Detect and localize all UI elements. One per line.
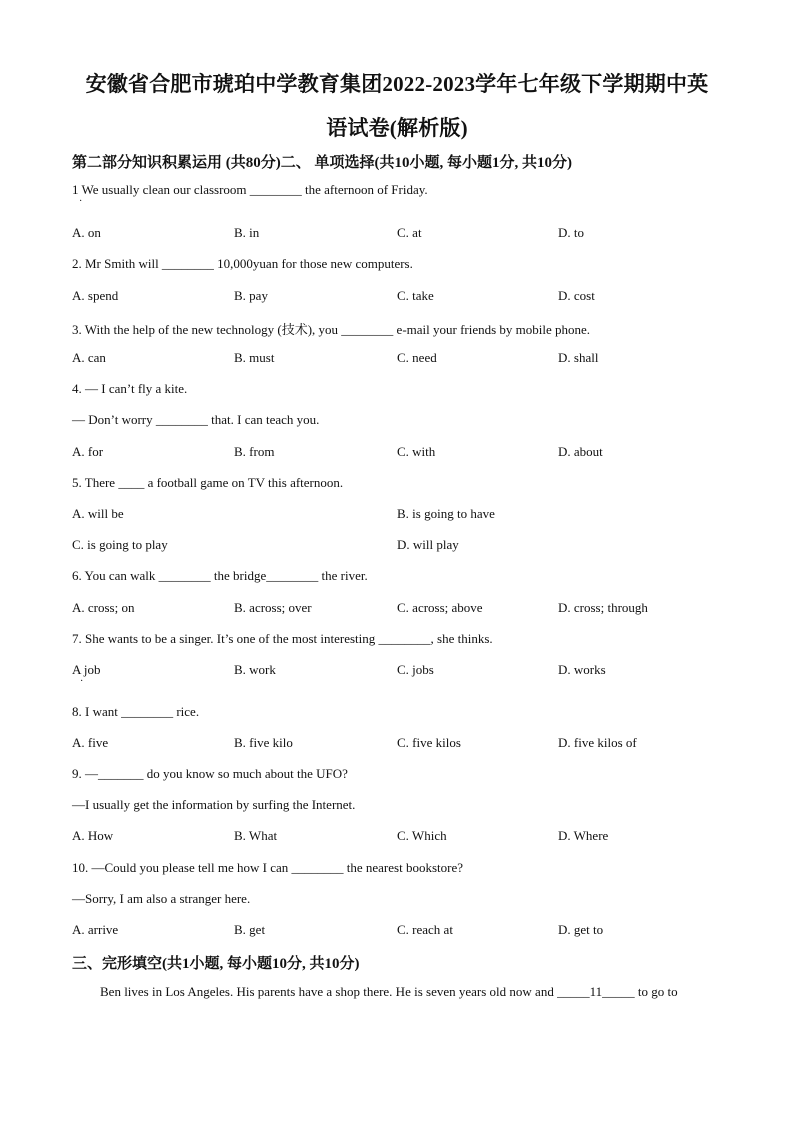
document-title-line2: 语试卷(解析版) xyxy=(326,116,468,140)
question-1-stem: 1 We usually clean our classroom ________ the afternoon of Friday. xyxy=(72,182,428,197)
q10-option-a: A. arrive xyxy=(72,922,119,937)
q7-option-c: C. jobs xyxy=(397,662,434,677)
cloze-blank-11: _____11_____ xyxy=(557,984,635,999)
stray-dot: · xyxy=(80,676,84,687)
q5-option-b: B. is going to have xyxy=(397,506,495,521)
question-2-stem: 2. Mr Smith will ________ 10,000yuan for those new computers. xyxy=(72,256,413,271)
q4-option-a: A. for xyxy=(72,444,104,459)
question-9-stem-line2: —I usually get the information by surfing the Internet. xyxy=(72,797,356,812)
q3-option-a: A. can xyxy=(72,350,106,365)
section-heading-choice: 第二部分知识积累运用 (共80分)二、 单项选择(共10小题, 每小题1分, 共10分) xyxy=(72,155,572,171)
q5-option-c: C. is going to play xyxy=(72,537,168,552)
q2-option-d: D. cost xyxy=(558,288,595,303)
q10-option-b: B. get xyxy=(234,922,266,937)
question-5-stem: 5. There ____ a football game on TV this afternoon. xyxy=(72,475,344,490)
q1-option-a: A. on xyxy=(72,225,101,240)
q6-option-d: D. cross; through xyxy=(558,600,648,615)
q3-option-d: D. shall xyxy=(558,350,599,365)
q7-option-a: A job xyxy=(72,662,101,677)
q3-option-b: B. must xyxy=(234,350,275,365)
q7-option-d: D. works xyxy=(558,662,606,677)
q1-option-d: D. to xyxy=(558,225,584,240)
q7-option-b: B. work xyxy=(234,662,276,677)
question-6-stem: 6. You can walk ________ the bridge________ the river. xyxy=(72,568,368,583)
q8-option-d: D. five kilos of xyxy=(558,735,637,750)
q9-option-a: A. How xyxy=(72,828,114,843)
question-8-stem: 8. I want ________ rice. xyxy=(72,704,200,719)
q4-option-c: C. with xyxy=(397,444,436,459)
stray-dot: · xyxy=(79,196,83,207)
q6-option-b: B. across; over xyxy=(234,600,312,615)
q6-option-c: C. across; above xyxy=(397,600,483,615)
q9-option-c: C. Which xyxy=(397,828,447,843)
question-7-stem: 7. She wants to be a singer. It’s one of the most interesting ________, she thinks. xyxy=(72,631,493,646)
q9-option-d: D. Where xyxy=(558,828,609,843)
q4-option-b: B. from xyxy=(234,444,275,459)
document-title-line1: 安徽省合肥市琥珀中学教育集团2022-2023学年七年级下学期期中英 xyxy=(85,72,709,96)
q8-option-a: A. five xyxy=(72,735,109,750)
question-10-stem-line2: —Sorry, I am also a stranger here. xyxy=(72,891,251,906)
q4-option-d: D. about xyxy=(558,444,603,459)
q9-option-b: B. What xyxy=(234,828,278,843)
section-heading-cloze: 三、完形填空(共1小题, 每小题10分, 共10分) xyxy=(72,956,360,972)
cloze-paragraph xyxy=(72,984,732,1000)
question-4-stem: 4. — I can’t fly a kite. xyxy=(72,381,188,396)
q10-option-c: C. reach at xyxy=(397,922,453,937)
question-3-stem: 3. With the help of the new technology (技术), you ________ e-mail your friends by mobile phone. xyxy=(72,322,591,337)
q1-option-c: C. at xyxy=(397,225,422,240)
q2-option-b: B. pay xyxy=(234,288,268,303)
q2-option-c: C. take xyxy=(397,288,434,303)
q5-option-d: D. will play xyxy=(397,537,459,552)
question-10-stem: 10. —Could you please tell me how I can ________ the nearest bookstore? xyxy=(72,860,463,875)
q8-option-b: B. five kilo xyxy=(234,735,293,750)
q5-option-a: A. will be xyxy=(72,506,124,521)
q6-option-a: A. cross; on xyxy=(72,600,135,615)
cloze-text-start: Ben lives in Los Angeles. His parents have a shop there. He is seven years old now and xyxy=(100,984,558,999)
q2-option-a: A. spend xyxy=(72,288,119,303)
question-4-stem-line2: — Don’t worry ________ that. I can teach you. xyxy=(72,412,320,427)
q1-option-b: B. in xyxy=(234,225,260,240)
q3-option-c: C. need xyxy=(397,350,437,365)
q10-option-d: D. get to xyxy=(558,922,604,937)
q8-option-c: C. five kilos xyxy=(397,735,461,750)
cloze-text-end: to go to xyxy=(634,984,678,999)
question-9-stem: 9. —_______ do you know so much about the UFO? xyxy=(72,766,348,781)
